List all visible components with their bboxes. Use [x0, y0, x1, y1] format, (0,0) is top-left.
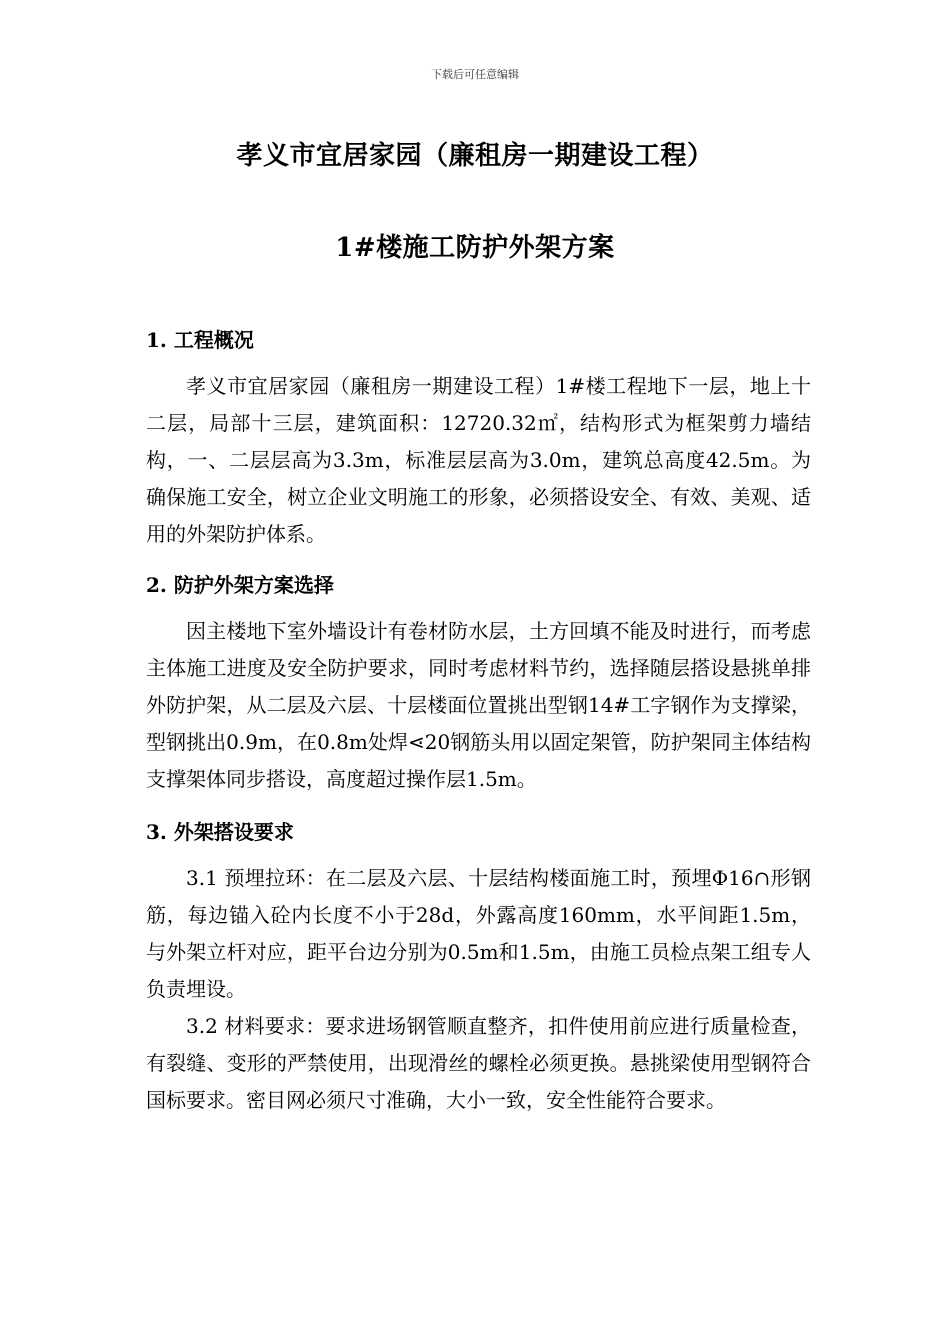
section-heading-overview: 1. 工程概况	[146, 328, 254, 352]
document-body	[146, 322, 811, 1119]
document-title: 孝义市宜居家园（廉租房一期建设工程）	[236, 141, 714, 171]
paragraph-scheme-selection: 因主楼地下室外墙设计有卷材防水层，土方回填不能及时进行，而考虑主体施工进度及安全防护要求，同时考虑材料节约，选择随层搭设悬挑单排外防护架，从二层及六层、十层楼面位置挑出型钢14#工字钢作为支撑梁，型钢挑出0.9m，在0.8m处焊⋖20钢筋头用以固定架管，防护架同主体结构支撑架体同步搭设，高度超过操作层1.5m。	[146, 619, 811, 791]
header-note: 下载后可任意编辑	[431, 68, 519, 81]
paragraph-embedded-ring: 3.1 预埋拉环：在二层及六层、十层结构楼面施工时，预埋Φ16∩形钢筋，每边锚入砼内长度不小于28d，外露高度160mm，水平间距1.5m，与外架立杆对应，距平台边分别为0.5m和1.5m，由施工员检点架工组专人负责埋设。	[146, 866, 811, 1001]
paragraph-material-requirements: 3.2 材料要求：要求进场钢管顺直整齐，扣件使用前应进行质量检查，有裂缝、变形的严禁使用，出现滑丝的螺栓必须更换。悬挑梁使用型钢符合国标要求。密目网必须尺寸准确，大小一致，安全性能符合要求。	[146, 1014, 811, 1112]
paragraph-overview: 孝义市宜居家园（廉租房一期建设工程）1#楼工程地下一层，地上十二层，局部十三层，建筑面积：12720.32㎡，结构形式为框架剪力墙结构，一、二层层高为3.3m，标准层层高为3.0m，建筑总高度42.5m。为确保施工安全，树立企业文明施工的形象，必须搭设安全、有效、美观、适用的外架防护体系。	[146, 374, 811, 546]
section-heading-scheme-selection: 2. 防护外架方案选择	[146, 573, 334, 597]
section-heading-erection-requirements: 3. 外架搭设要求	[146, 820, 294, 844]
document-subtitle: 1#楼施工防护外架方案	[335, 233, 615, 263]
